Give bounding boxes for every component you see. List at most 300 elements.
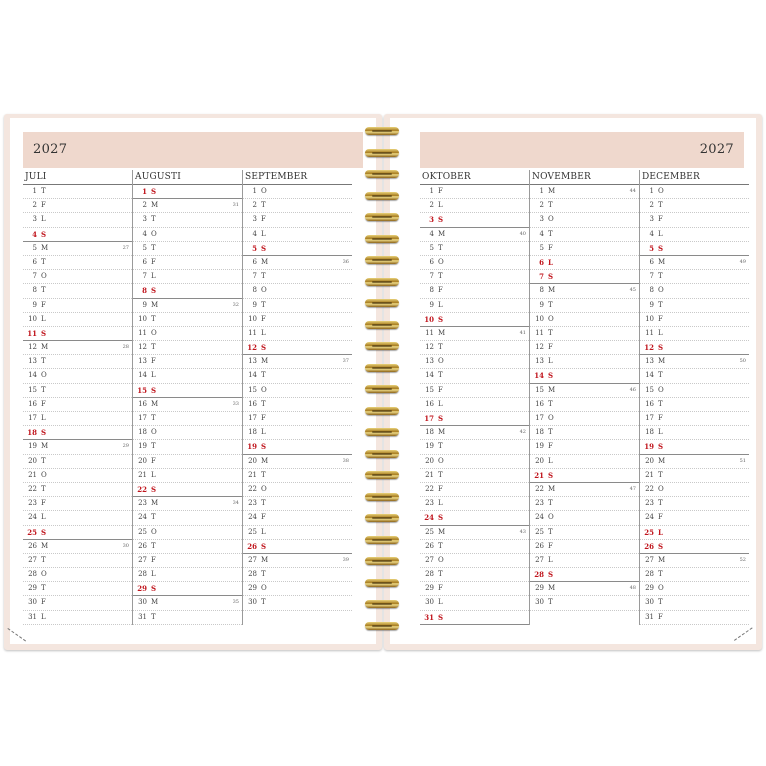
day-row [640, 582, 749, 596]
day-row [420, 341, 529, 355]
day-row [23, 554, 132, 568]
weekday-letter: T [548, 201, 553, 210]
weekday-letter: T [41, 257, 46, 266]
day-number: 5 [649, 243, 654, 253]
day-number: 19 [138, 442, 147, 451]
day-row [23, 341, 132, 355]
day-row [133, 540, 242, 554]
day-row [243, 455, 352, 469]
day-row [640, 185, 749, 199]
day-row [133, 596, 242, 610]
day-number: 7 [252, 272, 257, 281]
day-number: 25 [27, 527, 37, 537]
day-row [640, 440, 749, 454]
weekday-letter: M [261, 555, 269, 564]
year-label: 2027 [699, 142, 734, 157]
spiral-ring-icon [365, 622, 399, 630]
day-row [640, 341, 749, 355]
day-number: 30 [248, 598, 257, 607]
weekday-letter: S [658, 541, 664, 551]
day-number: 28 [138, 570, 147, 579]
day-row [23, 511, 132, 525]
day-row [243, 568, 352, 582]
day-row [530, 440, 639, 454]
day-row [420, 568, 529, 582]
weekday-letter: O [658, 187, 664, 195]
day-number: 2 [142, 201, 147, 210]
weekday-letter: T [151, 243, 156, 252]
weekday-letter: M [438, 527, 446, 536]
day-number: 12 [425, 343, 434, 352]
day-row [640, 611, 749, 625]
day-row [243, 582, 352, 596]
weekday-letter: L [548, 456, 553, 465]
weekday-letter: T [658, 300, 663, 309]
day-number: 29 [425, 584, 434, 593]
weekday-letter: S [548, 470, 554, 480]
day-number: 22 [425, 484, 434, 493]
day-row [23, 256, 132, 270]
day-number: 11 [138, 328, 147, 337]
day-row [23, 199, 132, 213]
day-number: 5 [252, 243, 257, 253]
day-row [640, 455, 749, 469]
month-column-juli [23, 170, 132, 625]
weekday-letter: F [548, 343, 553, 352]
day-number: 2 [32, 201, 37, 210]
weekday-letter: O [548, 513, 554, 522]
day-row [243, 369, 352, 383]
day-row [420, 426, 529, 440]
day-row [420, 611, 529, 625]
day-row [420, 313, 529, 327]
day-row [23, 299, 132, 313]
day-number: 1 [649, 187, 654, 195]
day-number: 13 [425, 357, 434, 366]
day-number: 2 [252, 201, 257, 210]
weekday-letter: S [261, 541, 267, 551]
spiral-ring-icon [365, 557, 399, 565]
spiral-ring-icon [365, 428, 399, 436]
spiral-binding-icon [365, 127, 399, 637]
day-row [23, 412, 132, 426]
day-row [243, 199, 352, 213]
weekday-letter: T [151, 541, 156, 550]
day-number: 14 [534, 371, 544, 381]
day-number: 3 [429, 215, 434, 225]
day-row [23, 526, 132, 540]
day-row [243, 284, 352, 298]
day-row [640, 469, 749, 483]
day-row [243, 426, 352, 440]
day-list [530, 185, 639, 611]
day-number: 7 [142, 272, 147, 281]
day-number: 1 [32, 187, 37, 195]
month-name: OKTOBER [420, 170, 529, 185]
day-row [23, 369, 132, 383]
day-number: 30 [28, 598, 37, 607]
day-row [133, 554, 242, 568]
day-number: 18 [138, 428, 147, 437]
day-number: 1 [429, 187, 434, 195]
day-row [640, 242, 749, 256]
weekday-letter: T [548, 598, 553, 607]
day-number: 8 [649, 286, 654, 295]
weekday-letter: L [41, 215, 46, 224]
day-number: 26 [425, 541, 434, 550]
day-row [133, 611, 242, 625]
month-columns [23, 170, 352, 625]
weekday-letter: T [41, 555, 46, 564]
day-number: 7 [539, 272, 544, 282]
day-number: 17 [424, 414, 434, 423]
weekday-letter: M [438, 229, 446, 238]
day-number: 5 [539, 243, 544, 252]
day-row [243, 242, 352, 256]
spiral-ring-icon [365, 407, 399, 415]
day-row [243, 497, 352, 511]
day-number: 14 [425, 371, 434, 380]
day-row [530, 497, 639, 511]
weekday-letter: M [261, 257, 269, 266]
day-row [23, 185, 132, 199]
day-row [530, 568, 639, 582]
weekday-letter: S [41, 527, 47, 537]
weekday-letter: M [151, 399, 159, 408]
day-row [133, 455, 242, 469]
day-number: 4 [32, 229, 37, 239]
day-number: 13 [535, 357, 544, 366]
day-number: 22 [137, 484, 147, 494]
day-row [23, 469, 132, 483]
weekday-letter: T [438, 470, 443, 479]
weekday-letter: L [261, 229, 266, 238]
day-row [640, 327, 749, 341]
day-number: 9 [429, 300, 434, 309]
weekday-letter: F [151, 257, 156, 266]
day-row [530, 313, 639, 327]
week-number: 49 [739, 258, 746, 265]
weekday-letter: O [151, 527, 157, 536]
weekday-letter: F [261, 314, 266, 323]
weekday-letter: M [548, 385, 556, 394]
week-number: 29 [122, 443, 129, 450]
weekday-letter: L [261, 428, 266, 437]
weekday-letter: T [658, 570, 663, 579]
day-row [420, 213, 529, 227]
weekday-letter: L [151, 470, 156, 479]
day-row [640, 426, 749, 440]
day-row [243, 483, 352, 497]
weekday-letter: T [41, 584, 46, 593]
weekday-letter: T [151, 314, 156, 323]
weekday-letter: T [438, 343, 443, 352]
day-row [133, 242, 242, 256]
day-row [530, 270, 639, 284]
weekday-letter: L [658, 229, 663, 238]
day-row [133, 185, 242, 199]
day-number: 20 [248, 456, 257, 465]
day-number: 10 [28, 314, 37, 323]
day-number: 12 [28, 343, 37, 352]
weekday-letter: T [658, 272, 663, 281]
day-row [640, 199, 749, 213]
day-number: 30 [645, 598, 654, 607]
weekday-letter: L [261, 328, 266, 337]
day-number: 2 [539, 201, 544, 210]
day-row [420, 355, 529, 369]
weekday-letter: S [548, 570, 554, 580]
day-row [243, 384, 352, 398]
day-row [133, 369, 242, 383]
day-row [420, 412, 529, 426]
weekday-letter: O [438, 456, 444, 465]
weekday-letter: S [151, 584, 157, 594]
weekday-letter: F [151, 555, 156, 564]
weekday-letter: M [658, 555, 666, 564]
day-number: 8 [32, 286, 37, 295]
week-number: 43 [519, 528, 526, 535]
day-number: 31 [645, 612, 654, 621]
day-row [243, 596, 352, 610]
day-number: 20 [535, 456, 544, 465]
weekday-letter: T [261, 272, 266, 281]
day-number: 8 [142, 286, 147, 296]
day-row [420, 582, 529, 596]
day-row [23, 540, 132, 554]
day-number: 10 [138, 314, 147, 323]
weekday-letter: S [151, 385, 157, 395]
day-number: 17 [248, 414, 257, 422]
day-number: 20 [425, 456, 434, 465]
spiral-ring-icon [365, 256, 399, 264]
day-number: 12 [535, 343, 544, 352]
day-number: 26 [138, 541, 147, 550]
day-number: 28 [248, 570, 257, 579]
day-number: 15 [137, 385, 147, 395]
weekday-letter: O [261, 286, 267, 295]
day-row [133, 213, 242, 227]
day-number: 23 [28, 499, 37, 508]
day-row [23, 455, 132, 469]
day-number: 6 [649, 257, 654, 266]
day-row [133, 582, 242, 596]
weekday-letter: F [658, 414, 663, 422]
day-row [133, 497, 242, 511]
weekday-letter: S [438, 513, 444, 523]
day-number: 4 [539, 229, 544, 238]
weekday-letter: S [151, 484, 157, 494]
week-number: 32 [232, 301, 239, 308]
weekday-letter: S [41, 428, 47, 438]
day-number: 10 [248, 314, 257, 323]
weekday-letter: S [438, 612, 444, 622]
weekday-letter: T [151, 513, 156, 522]
day-row [133, 256, 242, 270]
day-row [530, 299, 639, 313]
day-row [243, 440, 352, 454]
spiral-ring-icon [365, 342, 399, 350]
weekday-letter: M [658, 456, 666, 465]
weekday-letter: L [438, 300, 443, 309]
weekday-letter: F [41, 499, 46, 508]
day-number: 14 [138, 371, 147, 380]
day-number: 26 [28, 541, 37, 550]
weekday-letter: O [261, 187, 267, 195]
day-number: 19 [535, 442, 544, 451]
day-number: 17 [28, 414, 37, 422]
day-number: 21 [645, 470, 654, 479]
week-number: 39 [342, 556, 349, 563]
weekday-letter: T [658, 499, 663, 508]
weekday-letter: T [438, 442, 443, 451]
day-number: 22 [28, 484, 37, 493]
month-name: JULI [23, 170, 132, 185]
day-number: 19 [644, 442, 654, 452]
weekday-letter: M [548, 484, 556, 493]
weekday-letter: M [261, 357, 269, 366]
day-number: 9 [649, 300, 654, 309]
day-number: 6 [32, 257, 37, 266]
week-number: 41 [519, 329, 526, 336]
week-number: 47 [629, 485, 636, 492]
weekday-letter: M [548, 584, 556, 593]
day-number: 30 [138, 598, 147, 607]
day-row [23, 284, 132, 298]
day-row [530, 369, 639, 383]
day-number: 21 [534, 470, 544, 480]
day-row [23, 327, 132, 341]
day-row [243, 256, 352, 270]
day-number: 27 [535, 555, 544, 564]
day-row [640, 284, 749, 298]
day-number: 26 [247, 541, 257, 551]
weekday-letter: L [41, 513, 46, 522]
week-number: 50 [739, 358, 746, 365]
day-number: 23 [535, 499, 544, 508]
day-number: 14 [645, 371, 654, 380]
weekday-letter: O [658, 286, 664, 295]
weekday-letter: F [41, 598, 46, 607]
weekday-letter: L [41, 414, 46, 422]
day-row [23, 497, 132, 511]
weekday-letter: T [261, 399, 266, 408]
day-number: 12 [247, 343, 257, 353]
weekday-letter: F [41, 300, 46, 309]
weekday-letter: F [151, 357, 156, 366]
day-number: 14 [248, 371, 257, 380]
weekday-letter: T [151, 612, 156, 621]
day-list [420, 185, 529, 625]
weekday-letter: O [548, 314, 554, 323]
day-number: 28 [425, 570, 434, 579]
week-number: 35 [232, 599, 239, 606]
day-number: 25 [138, 527, 147, 536]
spiral-ring-icon [365, 278, 399, 286]
weekday-letter: M [41, 343, 49, 352]
day-number: 18 [645, 428, 654, 437]
day-row [23, 242, 132, 256]
day-number: 27 [138, 555, 147, 564]
spiral-ring-icon [365, 127, 399, 135]
day-row [530, 469, 639, 483]
day-row [133, 327, 242, 341]
day-number: 16 [248, 399, 257, 408]
day-list [133, 185, 242, 625]
day-row [23, 213, 132, 227]
day-row [420, 256, 529, 270]
day-number: 22 [248, 484, 257, 493]
day-row [530, 398, 639, 412]
weekday-letter: F [438, 286, 443, 295]
weekday-letter: O [438, 357, 444, 366]
day-number: 23 [425, 499, 434, 508]
day-row [530, 540, 639, 554]
day-row [420, 554, 529, 568]
weekday-letter: T [548, 428, 553, 437]
day-number: 15 [425, 385, 434, 394]
day-number: 8 [429, 286, 434, 295]
day-number: 24 [28, 513, 37, 522]
weekday-letter: T [658, 598, 663, 607]
weekday-letter: M [261, 456, 269, 465]
weekday-letter: L [438, 598, 443, 607]
day-row [243, 398, 352, 412]
weekday-letter: O [41, 570, 47, 579]
day-number: 29 [535, 584, 544, 593]
day-number: 5 [142, 243, 147, 252]
weekday-letter: L [658, 328, 663, 337]
day-number: 27 [425, 555, 434, 564]
day-row [133, 299, 242, 313]
weekday-letter: S [658, 442, 664, 452]
weekday-letter: L [151, 371, 156, 380]
day-row [640, 313, 749, 327]
weekday-letter: M [548, 187, 556, 195]
month-column-december [639, 170, 749, 625]
day-number: 6 [252, 257, 257, 266]
year-header-band [420, 132, 744, 168]
month-columns [420, 170, 749, 625]
day-row [23, 582, 132, 596]
weekday-letter: S [41, 229, 47, 239]
weekday-letter: F [438, 584, 443, 593]
weekday-letter: O [658, 385, 664, 394]
day-row [530, 554, 639, 568]
month-column-augusti [132, 170, 242, 625]
weekday-letter: T [41, 484, 46, 493]
day-row [243, 540, 352, 554]
day-number: 8 [252, 286, 257, 295]
day-row [420, 270, 529, 284]
spiral-ring-icon [365, 493, 399, 501]
weekday-letter: F [438, 385, 443, 394]
weekday-letter: T [41, 385, 46, 394]
right-page [390, 118, 756, 644]
spiral-ring-icon [365, 471, 399, 479]
day-number: 12 [644, 343, 654, 353]
day-number: 17 [138, 414, 147, 422]
day-list [23, 185, 132, 625]
weekday-letter: T [438, 272, 443, 281]
day-row [420, 299, 529, 313]
weekday-letter: L [438, 499, 443, 508]
weekday-letter: O [658, 584, 664, 593]
spiral-ring-icon [365, 536, 399, 544]
day-number: 30 [535, 598, 544, 607]
day-number: 27 [28, 555, 37, 564]
week-number: 28 [122, 344, 129, 351]
